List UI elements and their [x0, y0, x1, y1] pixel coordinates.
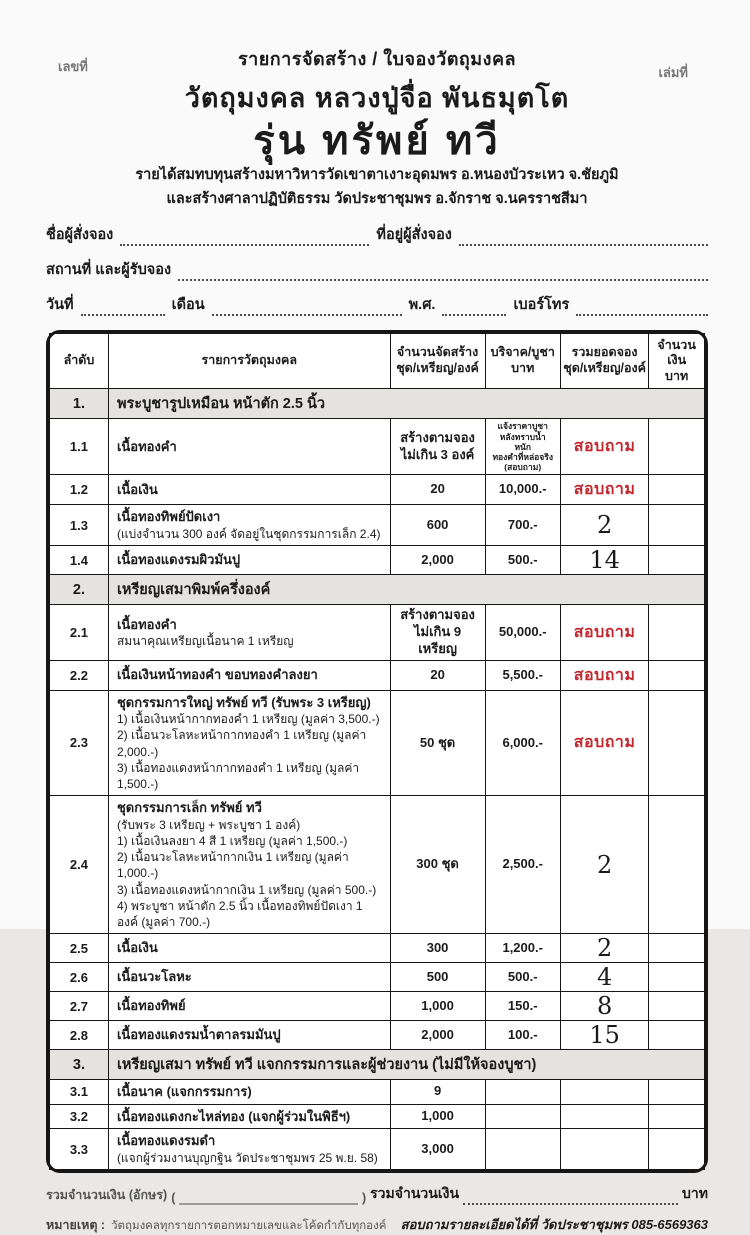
place-receiver-label: สถานที่ และผู้รับจอง	[46, 261, 172, 278]
baht-label: บาท	[682, 1184, 708, 1201]
column-header-reserved	[560, 333, 648, 389]
item-row	[50, 690, 705, 795]
item-amount-cell	[649, 796, 705, 934]
item-qty-cell	[390, 992, 485, 1021]
column-header-amount	[649, 333, 705, 389]
column-header-line: จำนวนเงิน	[657, 337, 696, 368]
item-reserved-cell	[560, 992, 648, 1021]
item-amount-cell	[649, 475, 705, 505]
item-no-cell: 1.1	[50, 419, 109, 475]
item-qty: 2,000	[421, 551, 454, 567]
reserved-count-handwritten: 15	[589, 1021, 620, 1050]
phone-label: เบอร์โทร	[513, 296, 570, 313]
item-row	[50, 1129, 705, 1170]
item-name: เนื้อทองคำ	[116, 616, 177, 632]
item-name-cell	[108, 475, 390, 505]
item-name: เนื้อทองแดงกะไหล่ทอง (แจกผู้ร่วมในพิธีฯ)	[116, 1108, 351, 1124]
inquiry-stamp-text: สอบถาม	[573, 438, 636, 456]
item-name-cell	[108, 1129, 390, 1170]
year-label: พ.ศ.	[408, 296, 436, 313]
item-no-cell: 1.2	[50, 475, 109, 505]
reserved-count-handwritten: 2	[596, 934, 613, 963]
item-no-cell: 2.2	[50, 660, 109, 690]
order-table	[49, 333, 705, 1170]
item-price-cell	[485, 1104, 560, 1129]
item-amount-cell	[649, 546, 705, 575]
item-price-cell: 6,000.-	[485, 690, 560, 795]
item-qty: สร้างตามจอง	[400, 607, 475, 623]
inquiry-stamp-text: สอบถาม	[573, 666, 636, 684]
item-qty-cell	[390, 934, 485, 963]
item-qty-cell	[390, 546, 485, 575]
item-name: เนื้อเงิน	[116, 940, 158, 956]
item-name: ชุดกรรมการใหญ่ ทรัพย์ ทวี (รับพระ 3 เหรียญ)	[116, 694, 371, 710]
item-detail: 3) เนื้อทองแดงหน้ากากเงิน 1 เหรียญ (มูลค่า 500.-)	[116, 882, 377, 897]
item-qty: 500	[426, 968, 449, 984]
section-title: พระบูชารูปเหมือน หน้าตัก 2.5 นิ้ว	[108, 389, 704, 419]
item-price-cell: 5,500.-	[485, 660, 560, 690]
item-row	[50, 505, 705, 546]
form-title: รายการจัดสร้าง / ใบจองวัตถุมงคล	[237, 49, 517, 69]
item-row	[50, 992, 705, 1021]
item-no-cell: 2.3	[50, 690, 109, 795]
item-no-cell: 2.1	[50, 605, 109, 661]
item-no-cell: 2.6	[50, 963, 109, 992]
total-words-label: รวมจำนวนเงิน (อักษร)	[46, 1187, 168, 1202]
item-qty-cell	[390, 475, 485, 505]
item-detail: 1) เนื้อเงินหน้ากากทองคำ 1 เหรียญ (มูลค่า 3,500.-)	[116, 712, 380, 727]
item-no-cell: 1.4	[50, 546, 109, 575]
item-name: เนื้อทองทิพย์	[116, 998, 186, 1014]
item-amount-cell	[649, 1104, 705, 1129]
orderer-name-line	[120, 233, 369, 246]
item-qty-cell	[390, 963, 485, 992]
item-qty-cell	[390, 1080, 485, 1105]
item-no-cell: 2.5	[50, 934, 109, 963]
item-qty: 50 ชุด	[419, 734, 456, 750]
section-title: เหรียญเสมาพิมพ์ครึ่งองค์	[108, 575, 704, 605]
item-row	[50, 660, 705, 690]
column-header-qty	[390, 333, 485, 389]
item-reserved-cell	[560, 546, 648, 575]
item-qty: 600	[426, 516, 449, 532]
item-detail: 2) เนื้อนวะโลหะหน้ากากทองคำ 1 เหรียญ (มูลค่า 2,000.-)	[116, 728, 367, 759]
item-amount-cell	[649, 963, 705, 992]
section-number: 3.	[50, 1050, 109, 1080]
item-qty-cell	[390, 605, 485, 661]
section-header-row	[50, 575, 705, 605]
item-row	[50, 796, 705, 934]
price-note-line: แจ้งราคาบูชา	[497, 421, 548, 432]
item-price-cell	[485, 1080, 560, 1105]
reserved-count-handwritten: 2	[596, 850, 613, 879]
item-name: เนื้อนวะโลหะ	[116, 969, 192, 985]
orderer-info-section	[46, 223, 708, 316]
order-table-container	[46, 330, 708, 1173]
column-header-row	[50, 333, 705, 389]
item-amount-cell	[649, 660, 705, 690]
item-reserved-cell	[560, 1104, 648, 1129]
item-no-cell: 2.7	[50, 992, 109, 1021]
inquiry-stamp-text: สอบถาม	[573, 481, 636, 499]
item-qty: 20	[430, 666, 445, 682]
item-row	[50, 546, 705, 575]
section-header-row	[50, 1050, 705, 1080]
column-header-line: ชุด/เหรียญ/องค์	[563, 360, 646, 375]
item-name-cell	[108, 796, 390, 934]
column-header-line: ชุด/เหรียญ/องค์	[396, 360, 479, 375]
item-qty-cell	[390, 690, 485, 795]
doc-number-label: เลขที่	[58, 59, 88, 74]
item-name: เนื้อทองแดงรมผิวมันปู	[116, 552, 241, 568]
item-row	[50, 605, 705, 661]
price-note-line: (สอบถาม)	[504, 462, 542, 473]
reserved-count-handwritten: 4	[596, 963, 613, 992]
item-price-cell: 100.-	[485, 1021, 560, 1050]
open-paren: (	[171, 1190, 176, 1205]
column-header-item	[108, 333, 390, 389]
date-label: วันที่	[46, 296, 74, 313]
item-qty-cell	[390, 505, 485, 546]
item-qty: 1,000	[421, 1107, 454, 1123]
item-amount-cell	[649, 1080, 705, 1105]
item-detail: 4) พระบูชา หน้าตัก 2.5 นิ้ว เนื้อทองทิพย์ปัดเงา 1 องค์ (มูลค่า 700.-)	[116, 898, 363, 929]
item-price-cell: 2,500.-	[485, 796, 560, 934]
item-amount-cell	[649, 1129, 705, 1170]
item-price-cell	[485, 419, 560, 475]
item-price-cell: 500.-	[485, 546, 560, 575]
item-no-cell: 3.1	[50, 1080, 109, 1105]
item-name: ชุดกรรมการเล็ก ทรัพย์ ทวี	[116, 800, 262, 816]
item-row	[50, 475, 705, 505]
document-footer	[46, 1183, 708, 1235]
item-reserved-cell	[560, 796, 648, 934]
item-reserved-cell	[560, 934, 648, 963]
item-name: เนื้อเงิน	[116, 482, 158, 498]
total-words-line	[179, 1193, 358, 1205]
item-qty-cell	[390, 1104, 485, 1129]
phone-line	[576, 303, 708, 316]
item-detail: (แบ่งจำนวน 300 องค์ จัดอยู่ในชุดกรรมการเล็ก 2.4)	[116, 526, 381, 541]
total-amount-line	[463, 1193, 678, 1205]
item-reserved-cell	[560, 660, 648, 690]
item-name-cell	[108, 992, 390, 1021]
column-header-line: ลำดับ	[63, 353, 95, 368]
item-no-cell: 2.4	[50, 796, 109, 934]
item-qty-cell	[390, 660, 485, 690]
item-amount-cell	[649, 934, 705, 963]
note-label: หมายเหตุ :	[46, 1217, 106, 1232]
item-qty: 2,000	[421, 1026, 454, 1042]
inquiry-stamp-text: สอบถาม	[573, 623, 636, 641]
item-name-cell	[108, 660, 390, 690]
section-number: 2.	[50, 575, 109, 605]
orderer-address-label: ที่อยู่ผู้สั่งจอง	[376, 226, 452, 243]
reserved-count-handwritten: 2	[596, 511, 613, 540]
column-header-line: บาท	[511, 360, 535, 375]
item-name-cell	[108, 546, 390, 575]
item-amount-cell	[649, 690, 705, 795]
item-detail: สมนาคุณเหรียญเนื้อนาค 1 เหรียญ	[116, 634, 294, 649]
total-amount-label: รวมจำนวนเงิน	[370, 1184, 460, 1201]
item-no-cell: 2.8	[50, 1021, 109, 1050]
note-line	[46, 1215, 386, 1235]
item-name: เนื้อทองแดงรมน้ำตาลรมมันปู	[116, 1027, 281, 1043]
document-header	[46, 30, 708, 211]
orderer-address-line	[459, 233, 708, 246]
close-paren: )	[361, 1190, 367, 1205]
orderer-name-label: ชื่อผู้สั่งจอง	[46, 226, 114, 243]
item-no-cell: 1.3	[50, 505, 109, 546]
month-label: เดือน	[171, 296, 205, 313]
column-header-price	[485, 333, 560, 389]
item-qty-cell	[390, 1021, 485, 1050]
item-row	[50, 963, 705, 992]
column-header-line: บริจาค/บูชา	[490, 345, 555, 360]
item-row	[50, 1021, 705, 1050]
price-note-line: ทองคำที่หล่อจริง	[492, 451, 553, 462]
item-row	[50, 1104, 705, 1129]
item-qty: 300 ชุด	[416, 856, 459, 872]
item-detail: 2) เนื้อนวะโลหะหน้ากากเงิน 1 เหรียญ (มูลค่า 1,000.-)	[116, 850, 349, 881]
item-name-cell	[108, 934, 390, 963]
place-receiver-line	[178, 268, 708, 281]
item-detail: 3) เนื้อทองแดงหน้ากากทองคำ 1 เหรียญ (มูลค่า 1,500.-)	[116, 760, 360, 792]
column-header-line: จำนวนจัดสร้าง	[396, 345, 479, 360]
item-amount-cell	[649, 992, 705, 1021]
item-name-cell	[108, 419, 390, 475]
item-qty: 3,000	[421, 1140, 454, 1156]
price-note-line: หลังทราบน้ำหนัก	[499, 431, 546, 452]
year-line	[442, 303, 506, 316]
section-title: เหรียญเสมา ทรัพย์ ทวี แจกกรรมการและผู้ช่วยงาน (ไม่มีให้จองบูชา)	[108, 1050, 704, 1080]
item-no-cell: 3.2	[50, 1104, 109, 1129]
item-qty-cell	[390, 796, 485, 934]
item-reserved-cell	[560, 475, 648, 505]
item-qty: 300	[426, 939, 449, 955]
item-name: เนื้อทองทิพย์ปัดเงา	[116, 509, 221, 525]
item-detail: (แจกผู้ร่วมงานบุญกฐิน วัดประชาชุมพร 25 พ.ย. 58)	[116, 1150, 378, 1165]
temple-name-title: วัตถุมงคล หลวงปู่จื่อ พันธมุตโต	[184, 83, 570, 113]
item-name: เนื้อทองแดงรมดำ	[116, 1133, 216, 1149]
item-amount-cell	[649, 1021, 705, 1050]
item-price-cell: 500.-	[485, 963, 560, 992]
item-reserved-cell	[560, 419, 648, 475]
item-no-cell: 3.3	[50, 1129, 109, 1170]
item-qty-cell	[390, 419, 485, 475]
item-price-cell: 10,000.-	[485, 475, 560, 505]
item-name: เนื้อเงินหน้าทองคำ ขอบทองคำลงยา	[116, 667, 318, 683]
item-qty: สร้างตามจอง	[400, 429, 475, 445]
reserved-count-handwritten: 8	[596, 992, 613, 1021]
item-row	[50, 1080, 705, 1105]
column-header-line: บาท	[665, 368, 689, 383]
item-row	[50, 419, 705, 475]
contact-info: สอบถามรายละเอียดได้ที่ วัดประชาชุมพร 085-6569363	[400, 1216, 708, 1232]
section-number: 1.	[50, 389, 109, 419]
item-reserved-cell	[560, 505, 648, 546]
column-header-line: รายการวัตถุมงคล	[201, 353, 297, 368]
section-header-row	[50, 389, 705, 419]
item-reserved-cell	[560, 1080, 648, 1105]
month-line	[212, 303, 402, 316]
item-amount-cell	[649, 505, 705, 546]
note-text: วัตถุมงคลทุกรายการตอกหมายเลขและโค้ดกำกับทุกองค์	[111, 1219, 387, 1232]
item-amount-cell	[649, 419, 705, 475]
item-qty-cell	[390, 1129, 485, 1170]
item-amount-cell	[649, 605, 705, 661]
date-line	[81, 303, 165, 316]
item-name-cell	[108, 605, 390, 661]
item-qty: 1,000	[421, 997, 454, 1013]
order-table-head	[50, 333, 705, 389]
item-reserved-cell	[560, 690, 648, 795]
item-reserved-cell	[560, 963, 648, 992]
item-qty: ไม่เกิน 3 องค์	[400, 446, 475, 462]
book-number-label: เล่มที่	[658, 65, 688, 80]
item-name: เนื้อทองคำ	[116, 439, 177, 455]
item-row	[50, 934, 705, 963]
item-price-cell: 1,200.-	[485, 934, 560, 963]
item-reserved-cell	[560, 605, 648, 661]
item-qty: ไม่เกิน 9 เหรียญ	[414, 623, 462, 656]
item-name: เนื้อนาค (แจกกรรมการ)	[116, 1084, 252, 1100]
item-price-cell: 50,000.-	[485, 605, 560, 661]
item-price-cell: 150.-	[485, 992, 560, 1021]
item-reserved-cell	[560, 1129, 648, 1170]
item-name-cell	[108, 1104, 390, 1129]
item-price-cell	[485, 1129, 560, 1170]
edition-title: รุ่น ทรัพย์ ทวี	[253, 119, 501, 163]
inquiry-stamp-text: สอบถาม	[573, 734, 636, 752]
item-detail: 1) เนื้อเงินลงยา 4 สี 1 เหรียญ (มูลค่า 1,500.-)	[116, 833, 348, 848]
column-header-index	[50, 333, 109, 389]
reserved-count-handwritten: 14	[589, 546, 620, 575]
proceeds-line-1: รายได้สมทบทุนสร้างมหาวิหารวัดเขาตาเงาะอุดมพร อ.หนองบัวระเหว จ.ชัยภูมิ	[135, 167, 619, 183]
item-name-cell	[108, 1021, 390, 1050]
item-reserved-cell	[560, 1021, 648, 1050]
item-qty: 9	[433, 1083, 442, 1099]
proceeds-line-2: และสร้างศาลาปฏิบัติธรรม วัดประชาชุมพร อ.จักราช จ.นครราชสีมา	[166, 190, 588, 207]
item-name-cell	[108, 690, 390, 795]
item-name-cell	[108, 1080, 390, 1105]
item-name-cell	[108, 963, 390, 992]
item-qty: 20	[430, 481, 445, 497]
item-detail: (รับพระ 3 เหรียญ + พระบูชา 1 องค์)	[116, 817, 301, 832]
item-price-cell: 700.-	[485, 505, 560, 546]
item-name-cell	[108, 505, 390, 546]
column-header-line: รวมยอดจอง	[571, 345, 638, 360]
order-table-body	[50, 389, 705, 1170]
